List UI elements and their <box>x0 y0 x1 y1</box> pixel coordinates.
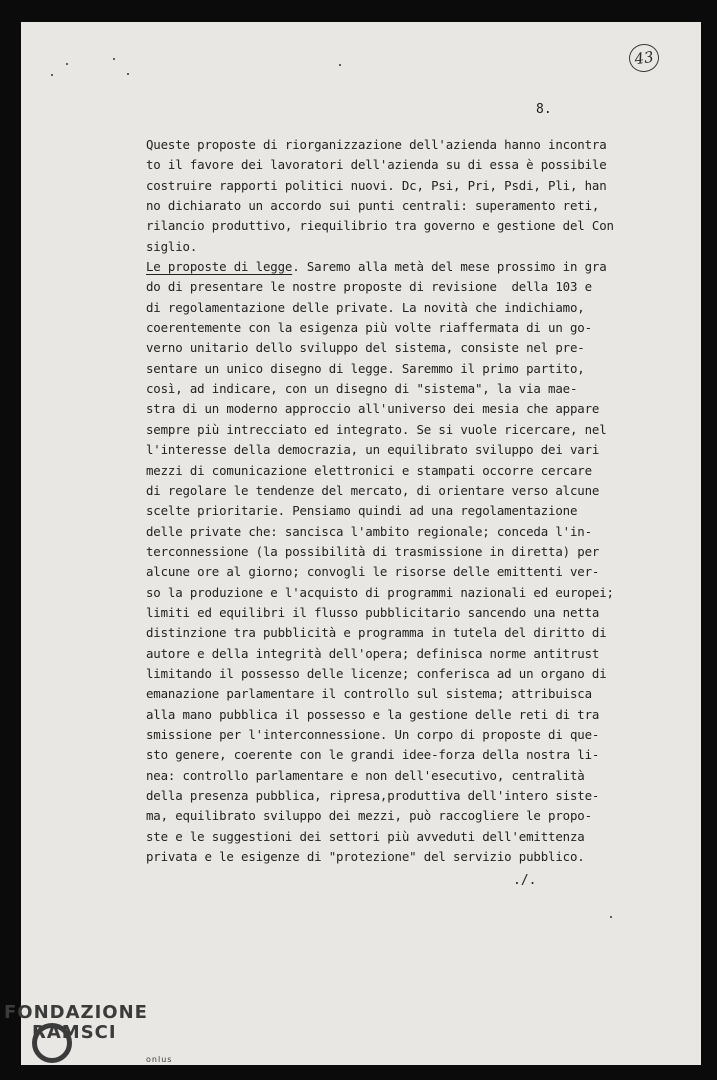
text-line: terconnessione (la possibilità di trasmissione in diretta) per <box>146 543 600 559</box>
text-line: coerentemente con la esigenza più volte riaffermata di un go- <box>146 320 592 336</box>
page-number: 8. <box>536 102 552 117</box>
text-line: limiti ed equilibri il flusso pubblicitario sancendo una netta <box>146 604 600 620</box>
closing-mark: ./. <box>513 873 537 888</box>
text-line: ste e le suggestioni dei settori più avveduti dell'emittenza <box>146 828 585 844</box>
text-line: verno unitario dello sviluppo del sistema, consiste nel pre- <box>146 340 585 356</box>
ink-speck <box>610 916 612 918</box>
text-line: alcune ore al giorno; convogli le risorse delle emittenti ver- <box>146 564 600 580</box>
text-line: scelte prioritarie. Pensiamo quindi ad una regolamentazione <box>146 503 578 519</box>
watermark-suffix: onlus <box>146 1055 173 1064</box>
fondazione-gramsci-watermark <box>4 1002 173 1064</box>
ink-speck <box>113 58 115 60</box>
text-line: Le proposte di legge. Saremo alla metà del mese prossimo in gra <box>146 259 607 275</box>
text-line: ma, equilibrato sviluppo dei mezzi, può raccogliere le propo- <box>146 808 592 824</box>
text-line: rilancio produttivo, riequilibrio tra governo e gestione del Con <box>146 218 614 234</box>
ink-speck <box>66 63 68 65</box>
ink-speck <box>127 73 129 75</box>
text-line: alla mano pubblica il possesso e la gestione delle reti di tra <box>146 706 600 722</box>
text-line: distinzione tra pubblicità e programma in tutela del diritto di <box>146 625 607 641</box>
text-line: autore e della integrità dell'opera; definisca norme antitrust <box>146 645 600 661</box>
text-line: di regolamentazione delle private. La novità che indichiamo, <box>146 299 585 315</box>
text-line: delle private che: sancisca l'ambito regionale; conceda l'in- <box>146 523 592 539</box>
watermark-line-1: FONDAZIONE <box>4 1002 148 1023</box>
text-line: di regolare le tendenze del mercato, di orientare verso alcune <box>146 482 600 498</box>
ink-speck <box>339 64 341 66</box>
text-line: so la produzione e l'acquisto di programmi nazionali ed europei; <box>146 584 614 600</box>
watermark-g-logo <box>32 1023 72 1063</box>
text-line: della presenza pubblica, ripresa,produttiva dell'intero siste- <box>146 788 600 803</box>
ink-speck <box>51 74 53 76</box>
text-line: to il favore dei lavoratori dell'azienda su di essa è possibile <box>146 157 607 173</box>
text-line: emanazione parlamentare il controllo sul sistema; attribuisca <box>146 686 592 702</box>
text-line: l'interesse della democrazia, un equilibrato sviluppo dei vari <box>146 442 600 458</box>
text-line: smissione per l'interconnessione. Un corpo di proposte di que- <box>146 726 600 742</box>
body-text <box>146 135 614 867</box>
text-line: siglio. <box>146 238 198 254</box>
text-line: nea: controllo parlamentare e non dell'esecutivo, centralità <box>146 767 585 783</box>
text-line: sentare un unico disegno di legge. Saremmo il primo partito, <box>146 360 585 376</box>
text-line: stra di un moderno approccio all'universo dei mesia che appare <box>146 401 600 417</box>
text-line: privata e le esigenze di "protezione" del servizio pubblico. <box>146 849 585 865</box>
text-line: costruire rapporti politici nuovi. Dc, Psi, Pri, Psdi, Pli, han <box>146 177 607 193</box>
text-line: no dichiarato un accordo sui punti centrali: superamento reti, <box>146 198 600 214</box>
text-line: mezzi di comunicazione elettronici e stampati occorre cercare <box>146 462 592 478</box>
text-line: do di presentare le nostre proposte di revisione della 103 e <box>146 279 592 295</box>
text-line: limitando il possesso delle licenze; conferisca ad un organo di <box>146 665 607 681</box>
text-line: sempre più intrecciato ed integrato. Se si vuole ricercare, nel <box>146 421 607 437</box>
handwritten-page-annotation: 43 <box>627 42 661 74</box>
text-line: così, ad indicare, con un disegno di "sistema", la via mae- <box>146 381 578 397</box>
text-line: Queste proposte di riorganizzazione dell'azienda hanno incontra <box>146 137 607 152</box>
text-line: sto genere, coerente con le grandi idee-forza della nostra li- <box>146 747 600 763</box>
watermark-line-2: RAMSCI <box>32 1022 117 1043</box>
